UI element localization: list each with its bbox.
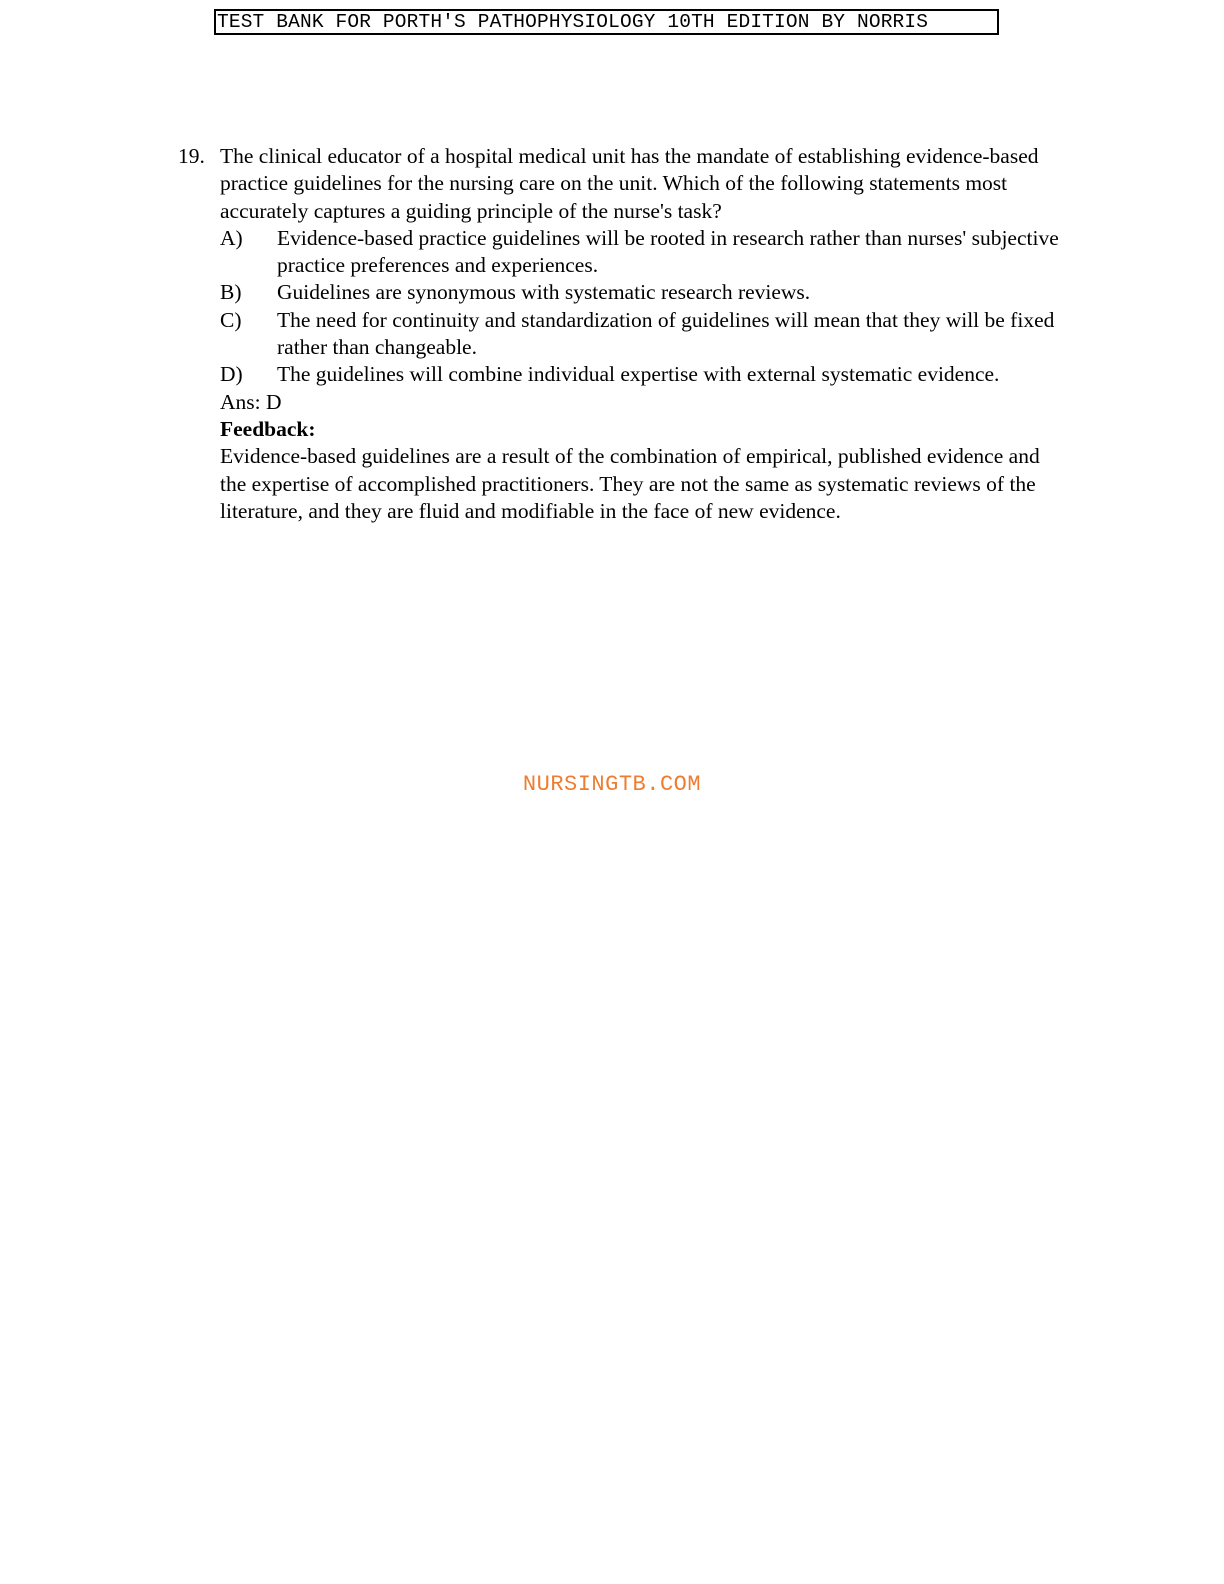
option-letter: C) <box>220 307 242 332</box>
option-text: The need for continuity and standardization of guidelines will mean that they will be fixed rather than changeable. <box>277 307 1055 360</box>
option-b <box>220 279 1068 306</box>
option-text: The guidelines will combine individual expertise with external systematic evidence. <box>277 362 1000 387</box>
question-number: 19. <box>178 144 205 168</box>
option-letter: A) <box>220 225 243 250</box>
question-stem: The clinical educator of a hospital medical unit has the mandate of establishing evidence-based practice guidelines for the nursing care on the unit. Which of the following statements most accurately captures a guiding principle of the nurse's task? <box>220 144 1039 223</box>
option-letter: D) <box>220 362 243 387</box>
answer-options <box>220 225 1068 389</box>
option-a <box>220 225 1068 280</box>
feedback-text: Evidence-based guidelines are a result of the combination of empirical, published evidence and the expertise of accomplished practitioners. They are not the same as systematic reviews of the literature, and they are fluid and modifiable in the face of new evidence. <box>220 444 1040 523</box>
option-letter: B) <box>220 280 242 305</box>
feedback-heading: Feedback: <box>220 416 316 441</box>
question-block <box>178 143 1068 525</box>
option-d <box>220 361 1068 388</box>
page-header <box>214 9 999 35</box>
option-text: Evidence-based practice guidelines will be rooted in research rather than nurses' subjective practice preferences and experiences. <box>277 225 1059 278</box>
header-title: TEST BANK FOR PORTH'S PATHOPHYSIOLOGY 10TH EDITION BY NORRIS <box>217 11 929 33</box>
option-text: Guidelines are synonymous with systematic research reviews. <box>277 280 811 305</box>
option-c <box>220 307 1068 362</box>
answer-key: Ans: D <box>220 389 282 414</box>
watermark-text: NURSINGTB.COM <box>522 772 702 797</box>
